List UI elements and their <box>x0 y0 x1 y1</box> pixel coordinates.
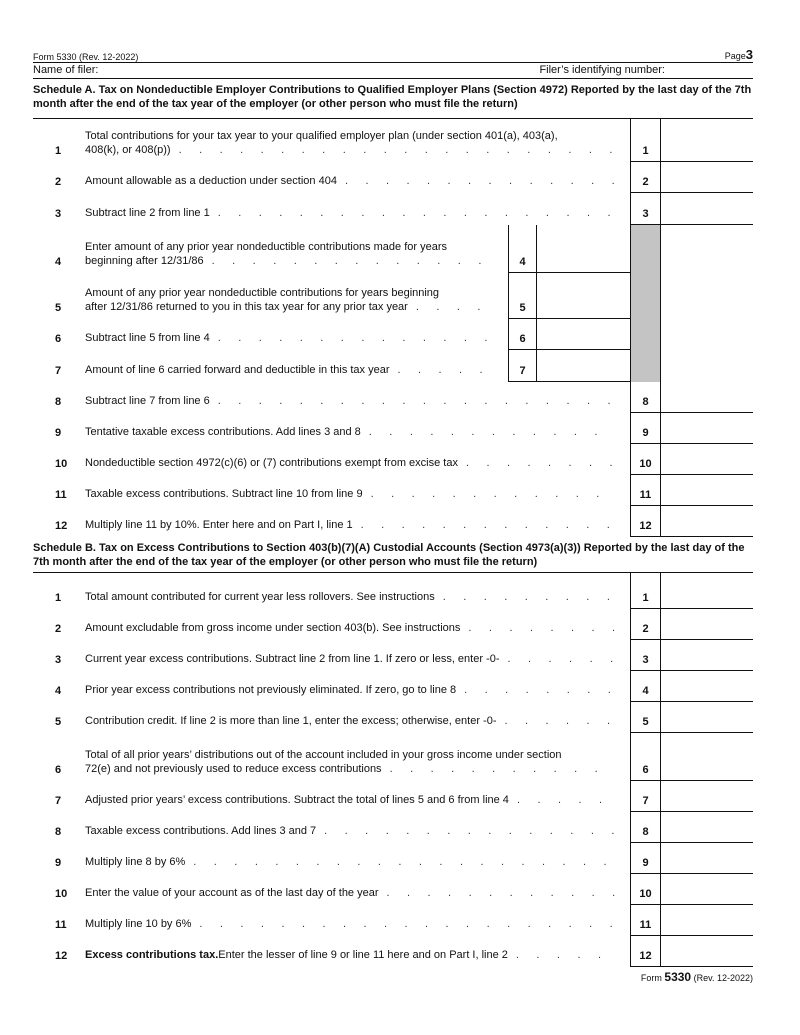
dot-leader <box>460 621 616 635</box>
description-text <box>85 652 616 666</box>
description-main: Multiply line 11 by 10%. Enter here and on Part I, line 1 <box>85 519 353 531</box>
description-main: Amount excludable from gross income under section 403(b). See instructions <box>85 622 461 634</box>
line-description <box>85 382 630 413</box>
schedule-a-title: Schedule A. Tax on Nondeductible Employer Contributions to Qualified Employer Plans (Section 4972) Reported by the last day of the 7th month after the end of the tax year of the employer (or other person who must file the return) <box>33 79 753 119</box>
line-number: 6 <box>55 333 62 345</box>
description-text <box>85 714 616 728</box>
form-line-3 <box>33 193 753 225</box>
line-description <box>85 413 630 444</box>
filer-id-field[interactable]: Filer’s identifying number: <box>539 64 665 76</box>
description-text <box>85 917 616 931</box>
line-amount-input[interactable] <box>660 671 753 702</box>
line-box-number: 10 <box>630 444 660 475</box>
line-description <box>85 193 630 225</box>
form-line-11 <box>33 905 753 936</box>
form-line-3 <box>33 640 753 671</box>
schedule-a <box>33 119 753 537</box>
form-line-10 <box>33 874 753 905</box>
description-main: Amount allowable as a deduction under section 404 <box>85 175 337 187</box>
form-line-8 <box>33 382 753 413</box>
line-box-number: 4 <box>508 225 536 273</box>
line-amount-input[interactable] <box>660 812 753 843</box>
line-number: 3 <box>55 654 62 666</box>
line-description <box>85 573 630 609</box>
description-text <box>85 886 616 900</box>
line-box-number: 10 <box>630 874 660 905</box>
description-main: Enter the lesser of line 9 or line 11 here and on Part I, line 2 <box>218 949 508 961</box>
form-line-9 <box>33 843 753 874</box>
form-line-7 <box>33 350 753 382</box>
description-text-cont <box>85 300 494 314</box>
page-header <box>33 44 753 63</box>
line-amount-input[interactable] <box>660 475 753 506</box>
description-main: Adjusted prior years’ excess contributions. Subtract the total of lines 5 and 6 from line 4 <box>85 794 509 806</box>
shaded-cell <box>630 225 660 273</box>
line-number: 9 <box>55 427 62 439</box>
line-box-number: 8 <box>630 812 660 843</box>
description-text <box>85 129 616 143</box>
footer-rev: (Rev. 12-2022) <box>693 973 753 983</box>
dot-leader <box>337 174 616 188</box>
dot-leader <box>204 254 494 268</box>
line-number: 5 <box>55 302 62 314</box>
line-description <box>85 812 630 843</box>
description-main: Total contributions for your tax year to your qualified employer plan (under section 401(a), 403(a), <box>85 130 558 142</box>
page-number <box>725 47 753 62</box>
description-text <box>85 683 616 697</box>
description-main: Enter amount of any prior year nondeductible contributions made for years <box>85 241 447 253</box>
line-amount-input[interactable] <box>660 444 753 475</box>
description-main: Amount of any prior year nondeductible contributions for years beginning <box>85 287 440 299</box>
line-amount-input[interactable] <box>660 843 753 874</box>
line-amount-input[interactable] <box>660 193 753 225</box>
form-line-2 <box>33 609 753 640</box>
line-amount-input[interactable] <box>660 702 753 733</box>
line-number: 8 <box>55 826 62 838</box>
dot-leader <box>191 917 616 931</box>
form-line-4 <box>33 225 753 273</box>
description-main: Tentative taxable excess contributions. Add lines 3 and 8 <box>85 426 361 438</box>
line-description <box>85 733 630 781</box>
dot-leader <box>408 300 494 314</box>
description-text <box>85 286 494 300</box>
line-description <box>85 843 630 874</box>
line-number: 6 <box>55 764 62 776</box>
dot-leader <box>456 683 616 697</box>
line-description <box>85 444 630 475</box>
dot-leader <box>390 363 495 377</box>
line-box-number: 12 <box>630 506 660 537</box>
line-description <box>85 874 630 905</box>
description-text <box>85 363 494 377</box>
dot-leader <box>509 793 616 807</box>
dot-leader <box>210 331 494 345</box>
description-bold: Excess contributions tax. <box>85 949 219 961</box>
line-number: 4 <box>55 685 62 697</box>
line-box-number: 11 <box>630 475 660 506</box>
form-id: Form 5330 (Rev. 12-2022) <box>33 52 139 62</box>
dot-leader <box>210 394 616 408</box>
description-text <box>85 174 616 188</box>
dot-leader <box>496 714 616 728</box>
line-number: 10 <box>55 458 68 470</box>
line-number: 7 <box>55 795 62 807</box>
dot-leader <box>185 855 616 869</box>
form-line-11 <box>33 475 753 506</box>
form-line-5 <box>33 273 753 319</box>
line-number: 2 <box>55 176 62 188</box>
form-line-2 <box>33 162 753 193</box>
line-number: 11 <box>55 489 67 501</box>
description-text <box>85 206 616 220</box>
line-description <box>85 905 630 936</box>
description-text <box>85 621 616 635</box>
line-amount-input[interactable] <box>660 119 753 162</box>
line-amount-input[interactable] <box>660 874 753 905</box>
schedule-b <box>33 573 753 967</box>
line-amount-input[interactable] <box>660 733 753 781</box>
line-description <box>85 609 630 640</box>
description-main: Taxable excess contributions. Add lines 3 and 7 <box>85 825 317 837</box>
form-line-8 <box>33 812 753 843</box>
line-amount-input[interactable] <box>660 413 753 444</box>
line-description <box>85 781 630 812</box>
dot-leader <box>210 206 616 220</box>
description-text <box>85 824 616 838</box>
description-cont: 408(k), or 408(p)) <box>85 144 171 156</box>
line-number: 8 <box>55 396 62 408</box>
form-line-12 <box>33 936 753 967</box>
line-amount-input[interactable] <box>536 319 630 350</box>
description-main: Taxable excess contributions. Subtract line 10 from line 9 <box>85 488 363 500</box>
description-text <box>85 456 616 470</box>
description-main: Total of all prior years’ distributions out of the account included in your gross income under section <box>85 749 562 761</box>
shaded-cell <box>630 350 660 382</box>
description-cont: 72(e) and not previously used to reduce excess contributions <box>85 763 382 775</box>
line-box-number: 2 <box>630 609 660 640</box>
line-box-number: 1 <box>630 573 660 609</box>
dot-leader <box>379 886 616 900</box>
line-number: 10 <box>55 888 68 900</box>
footer-form-number: 5330 <box>664 970 692 984</box>
form-line-12 <box>33 506 753 537</box>
dot-leader <box>353 518 616 532</box>
form-line-4 <box>33 671 753 702</box>
line-number: 12 <box>55 950 68 962</box>
line-description <box>85 475 630 506</box>
form-line-6 <box>33 733 753 781</box>
description-text-cont <box>85 762 616 776</box>
line-box-number: 12 <box>630 936 660 967</box>
line-box-number: 2 <box>630 162 660 193</box>
dot-leader <box>363 487 616 501</box>
line-box-number: 7 <box>630 781 660 812</box>
line-amount-input[interactable] <box>660 781 753 812</box>
description-main: Total amount contributed for current year less rollovers. See instructions <box>85 591 435 603</box>
filer-row <box>33 63 753 79</box>
form-line-9 <box>33 413 753 444</box>
description-main: Amount of line 6 carried forward and deductible in this tax year <box>85 364 390 376</box>
description-main: Subtract line 5 from line 4 <box>85 332 210 344</box>
line-number: 2 <box>55 623 62 635</box>
line-description <box>85 273 508 319</box>
form-line-1 <box>33 573 753 609</box>
description-text <box>85 793 616 807</box>
dot-leader <box>382 762 616 776</box>
line-box-number: 9 <box>630 413 660 444</box>
description-main: Current year excess contributions. Subtract line 2 from line 1. If zero or less, enter -0- <box>85 653 500 665</box>
description-main: Enter the value of your account as of the last day of the year <box>85 887 379 899</box>
line-number: 1 <box>55 145 62 157</box>
line-amount-input <box>660 273 753 319</box>
description-cont: beginning after 12/31/86 <box>85 255 204 267</box>
line-description <box>85 936 630 967</box>
line-number: 3 <box>55 208 62 220</box>
line-box-number: 3 <box>630 640 660 671</box>
page-label: Page <box>724 51 746 61</box>
description-main: Multiply line 8 by 6% <box>85 856 186 868</box>
line-amount-input[interactable] <box>660 162 753 193</box>
line-box-number: 8 <box>630 382 660 413</box>
description-cont: after 12/31/86 returned to you in this tax year for any prior tax year <box>85 301 408 313</box>
description-text-cont <box>85 143 616 157</box>
line-description <box>85 506 630 537</box>
form-line-10 <box>33 444 753 475</box>
name-of-filer-field[interactable]: Name of filer: <box>33 64 99 76</box>
line-box-number: 6 <box>630 733 660 781</box>
line-amount-input[interactable] <box>660 609 753 640</box>
form-page <box>33 44 753 984</box>
line-number: 9 <box>55 857 62 869</box>
description-text <box>85 518 616 532</box>
description-main: Multiply line 10 by 6% <box>85 918 192 930</box>
line-amount-input <box>660 350 753 382</box>
line-number: 1 <box>55 592 62 604</box>
page-number-value: 3 <box>745 47 753 62</box>
shaded-cell <box>630 273 660 319</box>
line-description <box>85 319 508 350</box>
form-line-5 <box>33 702 753 733</box>
description-text-cont <box>85 254 494 268</box>
line-amount-input <box>660 319 753 350</box>
line-box-number: 4 <box>630 671 660 702</box>
line-amount-input[interactable] <box>660 936 753 967</box>
dot-leader <box>435 590 616 604</box>
line-number: 4 <box>55 256 62 268</box>
line-number: 11 <box>55 919 67 931</box>
form-line-6 <box>33 319 753 350</box>
description-text <box>85 855 616 869</box>
line-box-number: 7 <box>508 350 536 382</box>
line-amount-input <box>660 225 753 273</box>
line-amount-input[interactable] <box>536 350 630 382</box>
line-amount-input[interactable] <box>660 640 753 671</box>
description-text <box>85 240 494 254</box>
footer-form-prefix: Form <box>640 973 662 983</box>
line-amount-input[interactable] <box>660 905 753 936</box>
description-main: Contribution credit. If line 2 is more than line 1, enter the excess; otherwise, enter -0- <box>85 715 497 727</box>
line-description <box>85 671 630 702</box>
line-box-number: 1 <box>630 119 660 162</box>
description-main: Subtract line 2 from line 1 <box>85 207 210 219</box>
line-amount-input[interactable] <box>536 273 630 319</box>
description-text <box>85 948 616 962</box>
description-main: Nondeductible section 4972(c)(6) or (7) contributions exempt from excise tax <box>85 457 458 469</box>
form-line-1 <box>33 119 753 162</box>
line-description <box>85 225 508 273</box>
line-number: 12 <box>55 520 68 532</box>
line-description <box>85 702 630 733</box>
line-description <box>85 640 630 671</box>
description-text <box>85 331 494 345</box>
dot-leader <box>316 824 616 838</box>
line-number: 7 <box>55 365 62 377</box>
page-footer <box>33 967 753 984</box>
line-description <box>85 119 630 162</box>
dot-leader <box>508 948 616 962</box>
line-amount-input[interactable] <box>536 225 630 273</box>
description-text <box>85 425 616 439</box>
dot-leader <box>500 652 616 666</box>
line-amount-input[interactable] <box>660 506 753 537</box>
line-description <box>85 162 630 193</box>
dot-leader <box>458 456 616 470</box>
shaded-cell <box>630 319 660 350</box>
line-box-number: 11 <box>630 905 660 936</box>
line-amount-input[interactable] <box>660 573 753 609</box>
line-box-number: 6 <box>508 319 536 350</box>
line-description <box>85 350 508 382</box>
description-main: Subtract line 7 from line 6 <box>85 395 210 407</box>
form-line-7 <box>33 781 753 812</box>
line-amount-input[interactable] <box>660 382 753 413</box>
line-box-number: 9 <box>630 843 660 874</box>
description-text <box>85 487 616 501</box>
line-box-number: 5 <box>508 273 536 319</box>
dot-leader <box>171 143 616 157</box>
description-text <box>85 394 616 408</box>
line-box-number: 3 <box>630 193 660 225</box>
line-box-number: 5 <box>630 702 660 733</box>
schedule-b-title: Schedule B. Tax on Excess Contributions to Section 403(b)(7)(A) Custodial Accounts (Section 4973(a)(3)) Reported by the last day of the 7th month after the end of the tax year of the employer (or other person who must file the return) <box>33 537 753 573</box>
line-number: 5 <box>55 716 62 728</box>
description-text <box>85 748 616 762</box>
description-main: Prior year excess contributions not previously eliminated. If zero, go to line 8 <box>85 684 457 696</box>
description-text <box>85 590 616 604</box>
dot-leader <box>361 425 616 439</box>
